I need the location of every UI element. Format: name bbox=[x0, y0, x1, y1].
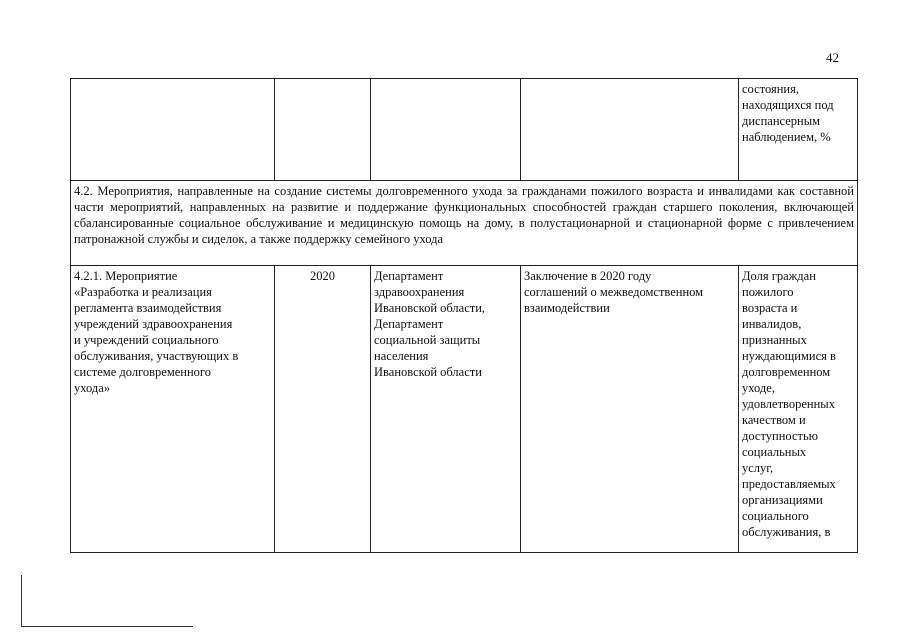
measure-cell: 4.2.1. Мероприятие «Разработка и реализация регламента взаимодействия учреждений здравоохранения и учреждений социального обслуживания, участвующих в системе долговременного ухода» bbox=[71, 266, 275, 553]
measures-table bbox=[70, 78, 858, 553]
indicator-cell: Доля граждан пожилого возраста и инвалидов, признанных нуждающимися в долговременном уходе, удовлетворенных качеством и доступностью социальных услуг, предоставляемых организациями социального обслуживания, в bbox=[739, 266, 858, 553]
margin-line-horizontal bbox=[21, 626, 193, 627]
section-row bbox=[71, 181, 858, 266]
executor-cell: Департамент здравоохранения Ивановской области, Департамент социальной защиты населения Ивановской области bbox=[371, 266, 521, 553]
table-row bbox=[71, 79, 858, 181]
table-cell-result bbox=[521, 79, 739, 181]
page-number: 42 bbox=[826, 50, 839, 65]
table-cell-executor bbox=[371, 79, 521, 181]
year-cell: 2020 bbox=[275, 266, 371, 553]
table-cell-indicator: состояния, находящихся под диспансерным наблюдением, % bbox=[739, 79, 858, 181]
table-cell-year bbox=[275, 79, 371, 181]
section-heading: 4.2. Мероприятия, направленные на создание системы долговременного ухода за гражданами пожилого возраста и инвалидами как составной части мероприятий, направленных на развитие и поддержание функциональных способностей граждан старшего поколения, включающей сбалансированные социальное обслуживание и медицинскую помощь на дому, в полустационарной и стационарной форме с привлечением патронажной службы и сиделок, а также поддержку семейного ухода bbox=[71, 181, 858, 266]
table-row bbox=[71, 266, 858, 553]
result-cell: Заключение в 2020 году соглашений о межведомственном взаимодействии bbox=[521, 266, 739, 553]
table-cell-measure bbox=[71, 79, 275, 181]
margin-line-vertical bbox=[21, 575, 22, 627]
